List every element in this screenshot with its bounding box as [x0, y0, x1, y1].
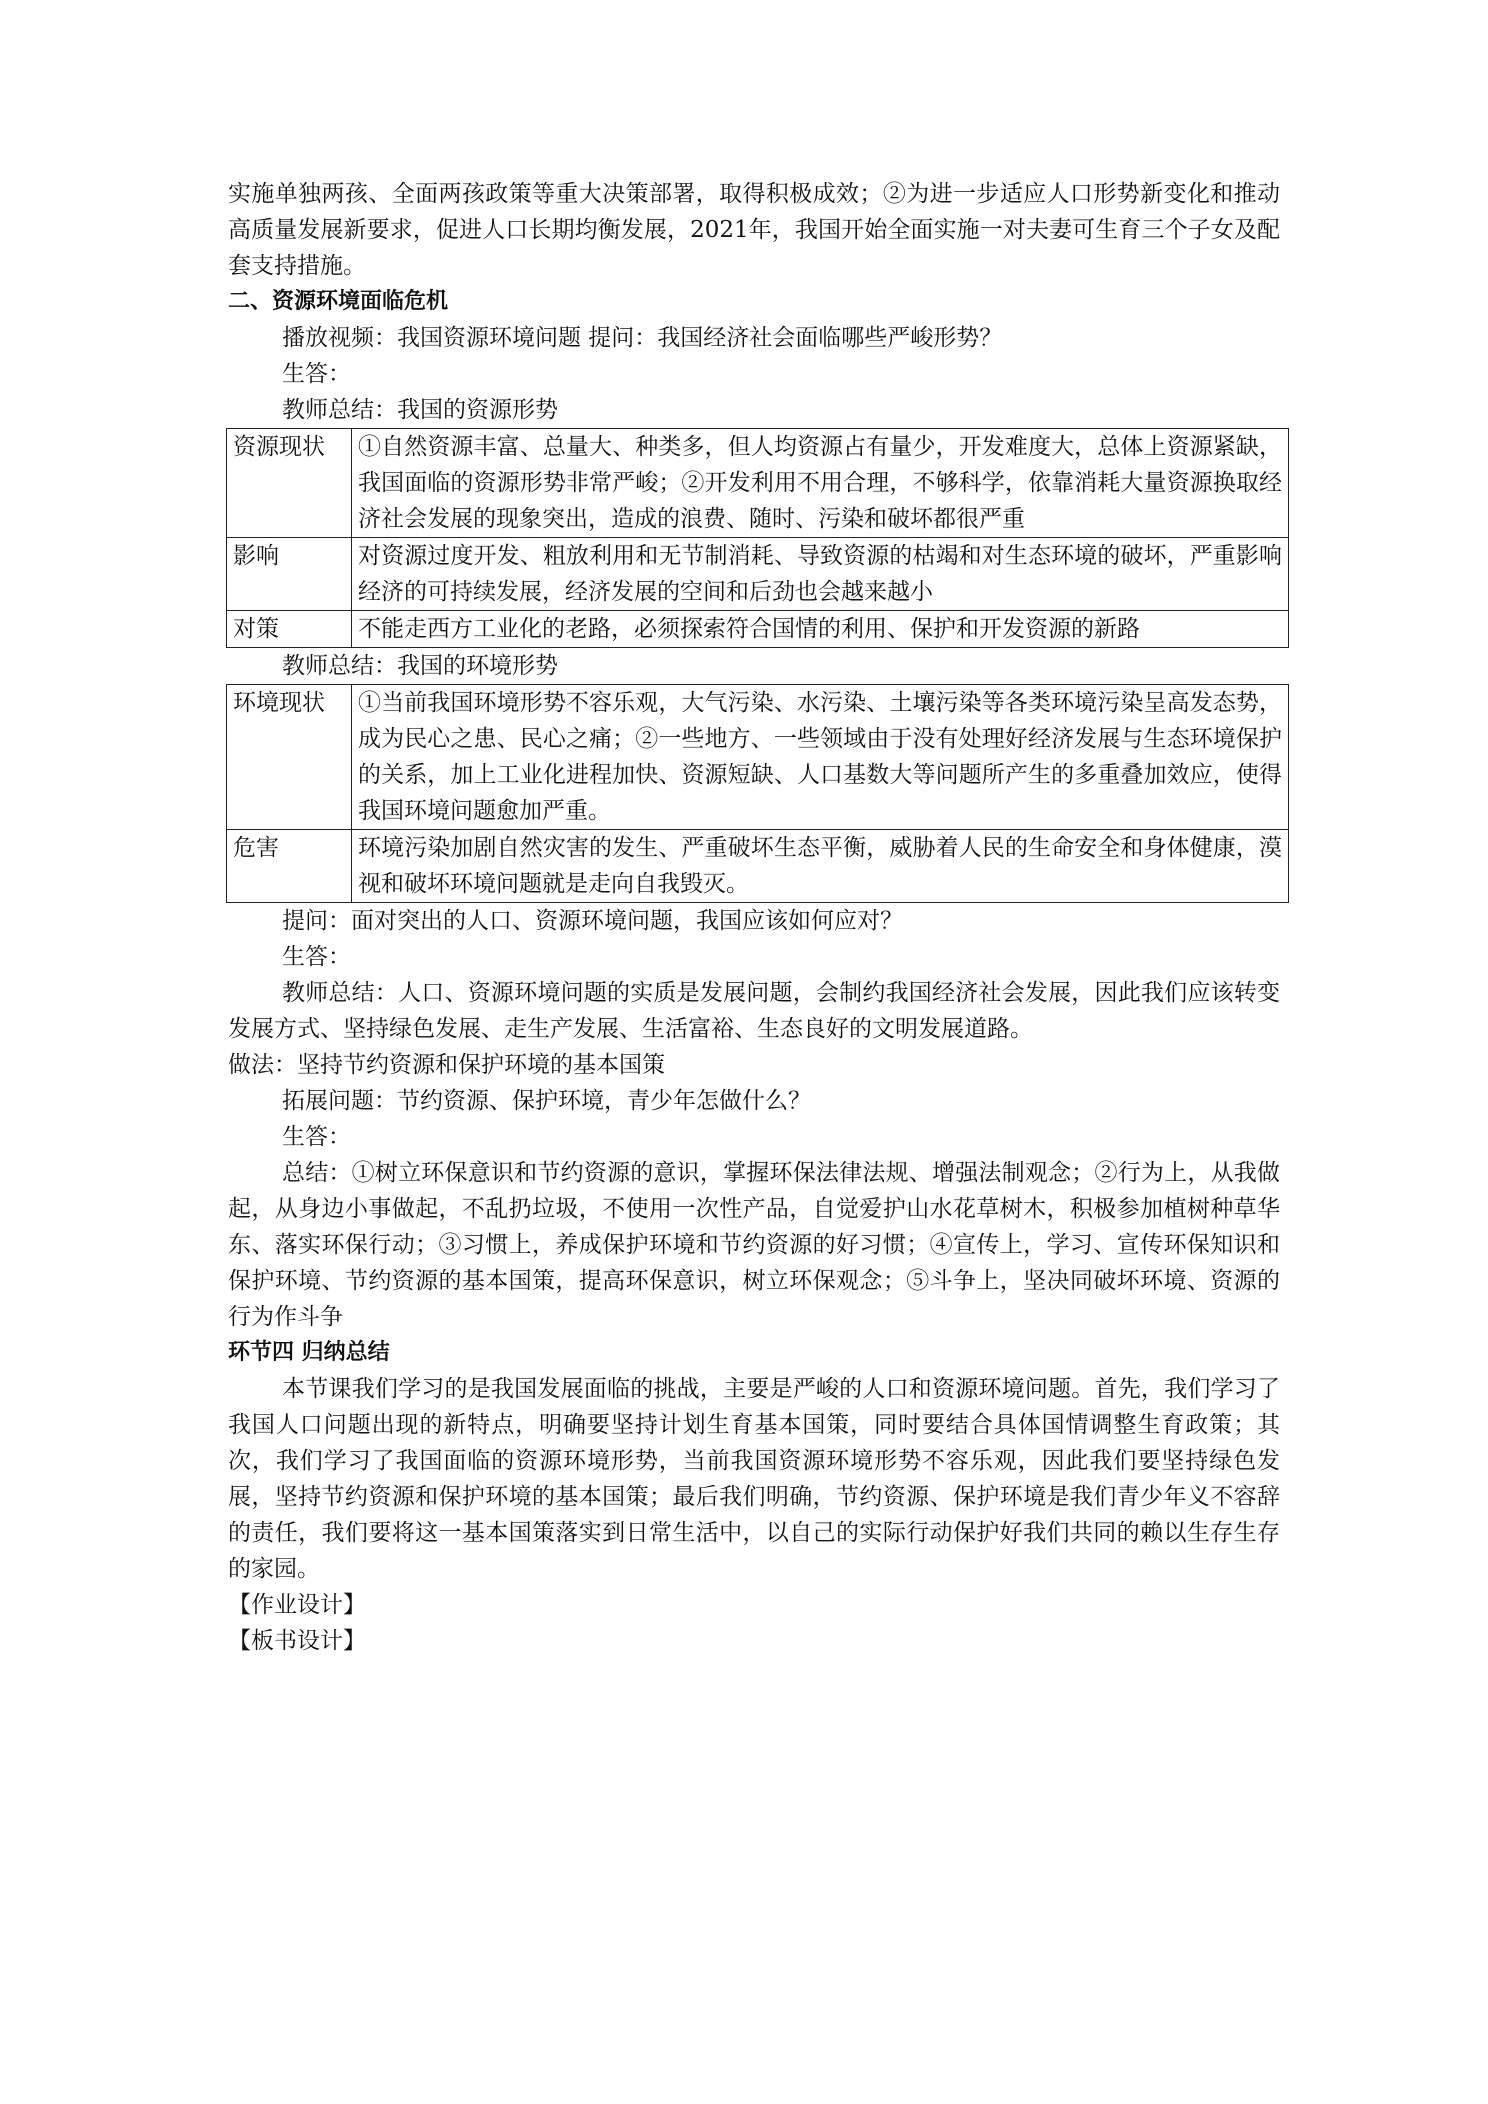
video-question-line: 播放视频：我国资源环境问题 提问：我国经济社会面临哪些严峻形势？ — [282, 325, 1003, 351]
table-row-content: 对资源过度开发、粗放利用和无节制消耗、导致资源的枯竭和对生态环境的破坏，严重影响经济的可持续发展，经济发展的空间和后劲也会越来越小 — [352, 538, 1289, 611]
student-answer-3: 生答： — [282, 1124, 351, 1150]
table-row-label: 危害 — [227, 830, 352, 903]
table-row — [227, 611, 1289, 648]
table-row-label: 环境现状 — [227, 685, 352, 830]
table-row — [227, 538, 1289, 611]
student-answer-1: 生答： — [282, 361, 351, 387]
student-answer-2: 生答： — [282, 944, 351, 970]
summary-paragraph: 本节课我们学习的是我国发展面临的挑战，主要是严峻的人口和资源环境问题。首先，我们学习了我国人口问题出现的新特点，明确要坚持计划生育基本国策，同时要结合具体国情调整生育政策；其次，我们学习了我国面临的资源环境形势，当前我国资源环境形势不容乐观，因此我们要坚持绿色发展，坚持节约资源和保护环境的基本国策；最后我们明确，节约资源、保护环境是我们青少年义不容辞的责任，我们要将这一基本国策落实到日常生活中，以自己的实际行动保护好我们共同的赖以生存生存的家园。 — [228, 1376, 1280, 1582]
table-row-label: 影响 — [227, 538, 352, 611]
table-row — [227, 830, 1289, 903]
environment-situation-table — [226, 684, 1289, 903]
table-row-content: ①当前我国环境形势不容乐观，大气污染、水污染、土壤污染等各类环境污染呈高发态势，成为民心之患、民心之痛；②一些地方、一些领域由于没有处理好经济发展与生态环境保护的关系，加上工业化进程加快、资源短缺、人口基数大等问题所产生的多重叠加效应，使得我国环境问题愈加严重。 — [352, 685, 1289, 830]
table-row-label: 资源现状 — [227, 429, 352, 538]
board-design-label: 【板书设计】 — [228, 1628, 366, 1654]
table-row-content: ①自然资源丰富、总量大、种类多，但人均资源占有量少，开发难度大，总体上资源紧缺，我国面临的资源形势非常严峻；②开发利用不用合理，不够科学，依靠消耗大量资源换取经济社会发展的现象突出，造成的浪费、随时、污染和破坏都很严重 — [352, 429, 1289, 538]
table-row-content: 不能走西方工业化的老路，必须探索符合国情的利用、保护和开发资源的新路 — [352, 611, 1289, 648]
teacher-summary-environment: 教师总结：我国的环境形势 — [282, 653, 558, 679]
document-page — [228, 176, 1280, 1659]
extension-question: 拓展问题：节约资源、保护环境，青少年怎做什么？ — [282, 1088, 811, 1114]
teacher-summary-resource: 教师总结：我国的资源形势 — [282, 397, 558, 423]
question-2: 提问：面对突出的人口、资源环境问题，我国应该如何应对？ — [282, 908, 903, 934]
section-heading-resources-environment: 二、资源环境面临危机 — [228, 289, 449, 314]
table-row — [227, 685, 1289, 830]
method-line: 做法：坚持节约资源和保护环境的基本国策 — [228, 1052, 665, 1078]
table-row — [227, 429, 1289, 538]
homework-design-label: 【作业设计】 — [228, 1592, 366, 1618]
section-heading-summary: 环节四 归纳总结 — [228, 1340, 390, 1365]
table-row-content: 环境污染加剧自然灾害的发生、严重破坏生态平衡，威胁着人民的生命安全和身体健康，漠视和破坏环境问题就是走向自我毁灭。 — [352, 830, 1289, 903]
intro-paragraph: 实施单独两孩、全面两孩政策等重大决策部署，取得积极成效；②为进一步适应人口形势新变化和推动高质量发展新要求，促进人口长期均衡发展，2021年，我国开始全面实施一对夫妻可生育三个子女及配套支持措施。 — [228, 181, 1280, 279]
resource-situation-table — [226, 428, 1289, 648]
conclusion-paragraph: 总结：①树立环保意识和节约资源的意识，掌握环保法律法规、增强法制观念；②行为上，从我做起，从身边小事做起，不乱扔垃圾，不使用一次性产品，自觉爱护山水花草树木，积极参加植树种草华东、落实环保行动；③习惯上，养成保护环境和节约资源的好习惯；④宣传上，学习、宣传环保知识和保护环境、节约资源的基本国策，提高环保意识，树立环保观念；⑤斗争上，坚决同破坏环境、资源的行为作斗争 — [228, 1160, 1280, 1330]
table-row-label: 对策 — [227, 611, 352, 648]
teacher-summary-2: 教师总结：人口、资源环境问题的实质是发展问题，会制约我国经济社会发展，因此我们应该转变发展方式、坚持绿色发展、走生产发展、生活富裕、生态良好的文明发展道路。 — [228, 980, 1280, 1042]
